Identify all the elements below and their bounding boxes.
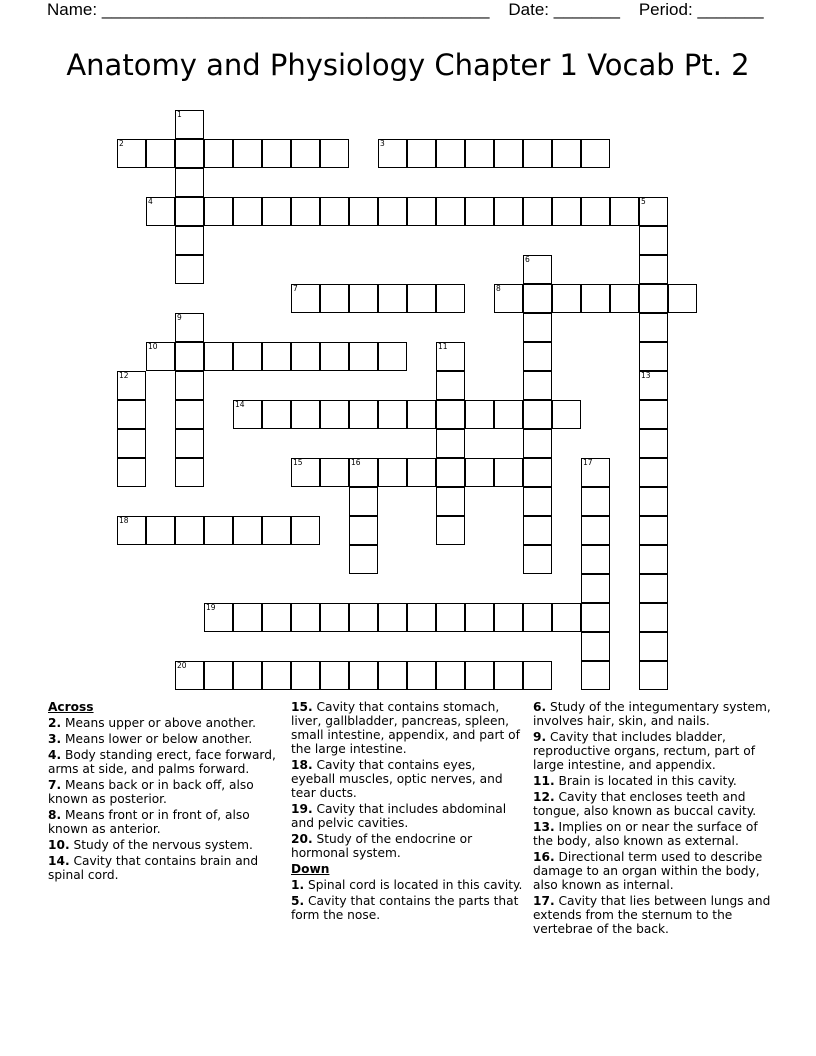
clue-text: Body standing erect, face forward, arms at side, and palms forward. [48, 748, 276, 776]
grid-cell[interactable] [610, 284, 639, 313]
clue-item [291, 878, 523, 892]
clue-number: 4 [148, 197, 153, 206]
grid-cell[interactable] [639, 632, 668, 661]
grid-cell[interactable] [639, 313, 668, 342]
grid-cell[interactable] [204, 603, 233, 632]
grid-cell[interactable] [407, 139, 436, 168]
grid-cell[interactable] [436, 197, 465, 226]
grid-cell[interactable] [349, 545, 378, 574]
grid-cell[interactable] [639, 255, 668, 284]
period-blank[interactable]: _______ [697, 0, 764, 19]
grid-cell[interactable] [552, 197, 581, 226]
date-blank[interactable]: _______ [553, 0, 620, 19]
grid-cell[interactable] [262, 139, 291, 168]
clue-text: Means lower or below another. [65, 732, 253, 746]
grid-cell[interactable] [349, 342, 378, 371]
grid-cell[interactable] [436, 342, 465, 371]
grid-cell[interactable] [262, 197, 291, 226]
clue-text: Means back or in back off, also known as posterior. [48, 778, 254, 806]
clue-number: 1 [177, 110, 182, 119]
grid-cell[interactable] [291, 139, 320, 168]
clue-number: 8 [496, 284, 501, 293]
grid-cell[interactable] [436, 400, 465, 429]
clues-column-3 [533, 700, 773, 938]
grid-cell[interactable] [523, 371, 552, 400]
grid-cell[interactable] [581, 661, 610, 690]
grid-cell[interactable] [175, 342, 204, 371]
clue-text: Study of the nervous system. [73, 838, 253, 852]
grid-cell[interactable] [581, 458, 610, 487]
period-label: Period: [638, 0, 693, 19]
grid-cell[interactable] [523, 603, 552, 632]
grid-cell[interactable] [262, 661, 291, 690]
grid-cell[interactable] [436, 603, 465, 632]
grid-cell[interactable] [581, 197, 610, 226]
grid-cell[interactable] [407, 197, 436, 226]
grid-cell[interactable] [552, 139, 581, 168]
grid-cell[interactable] [262, 516, 291, 545]
clue-number: 5 [641, 197, 646, 206]
clue-text: Cavity that contains stomach, liver, gallbladder, pancreas, spleen, small intestine, appendix, and part of the large intestine. [291, 700, 520, 756]
down-heading: Down [291, 862, 330, 876]
grid-cell[interactable] [639, 545, 668, 574]
grid-cell[interactable] [349, 516, 378, 545]
grid-cell[interactable] [233, 516, 262, 545]
grid-cell[interactable] [494, 139, 523, 168]
clue-number: 6 [525, 255, 530, 264]
grid-cell[interactable] [639, 371, 668, 400]
clue-item [48, 748, 280, 776]
grid-cell[interactable] [523, 487, 552, 516]
clue-num: 5. [291, 894, 305, 908]
across-clue-list [48, 716, 280, 882]
clue-num: 2. [48, 716, 62, 730]
clue-item [533, 700, 773, 728]
grid-cell[interactable] [262, 603, 291, 632]
clue-num: 15. [291, 700, 313, 714]
grid-cell[interactable] [407, 400, 436, 429]
grid-cell[interactable] [581, 487, 610, 516]
clue-number: 13 [641, 371, 651, 380]
clues-column-2 [291, 700, 523, 924]
grid-cell[interactable] [204, 197, 233, 226]
clue-text: Cavity that encloses teeth and tongue, also known as buccal cavity. [533, 790, 757, 818]
grid-cell[interactable] [146, 516, 175, 545]
grid-cell[interactable] [175, 226, 204, 255]
clue-num: 11. [533, 774, 555, 788]
grid-cell[interactable] [523, 458, 552, 487]
clue-text: Cavity that includes bladder, reproductive organs, rectum, part of large intestine, and appendix. [533, 730, 756, 772]
grid-cell[interactable] [465, 139, 494, 168]
grid-cell[interactable] [117, 371, 146, 400]
grid-cell[interactable] [233, 603, 262, 632]
grid-cell[interactable] [349, 197, 378, 226]
grid-cell[interactable] [552, 400, 581, 429]
grid-cell[interactable] [494, 603, 523, 632]
grid-cell[interactable] [523, 284, 552, 313]
grid-cell[interactable] [146, 197, 175, 226]
grid-cell[interactable] [407, 603, 436, 632]
grid-cell[interactable] [639, 458, 668, 487]
grid-cell[interactable] [581, 545, 610, 574]
grid-cell[interactable] [117, 516, 146, 545]
clue-num: 16. [533, 850, 555, 864]
clue-number: 2 [119, 139, 124, 148]
clue-number: 11 [438, 342, 448, 351]
clue-num: 3. [48, 732, 62, 746]
clue-text: Brain is located in this cavity. [558, 774, 737, 788]
grid-cell[interactable] [639, 603, 668, 632]
grid-cell[interactable] [233, 661, 262, 690]
clue-num: 19. [291, 802, 313, 816]
grid-cell[interactable] [175, 197, 204, 226]
clue-number: 14 [235, 400, 245, 409]
grid-cell[interactable] [494, 458, 523, 487]
grid-cell[interactable] [523, 429, 552, 458]
clue-number: 18 [119, 516, 129, 525]
clue-item [533, 790, 773, 818]
grid-cell[interactable] [175, 110, 204, 139]
grid-cell[interactable] [436, 487, 465, 516]
grid-cell[interactable] [639, 574, 668, 603]
grid-cell[interactable] [639, 342, 668, 371]
grid-cell[interactable] [523, 139, 552, 168]
clue-item [48, 854, 280, 882]
grid-cell[interactable] [175, 429, 204, 458]
grid-cell[interactable] [291, 603, 320, 632]
clue-text: Cavity that contains eyes, eyeball muscles, optic nerves, and tear ducts. [291, 758, 503, 800]
grid-cell[interactable] [523, 342, 552, 371]
down-clue-list [291, 878, 523, 922]
clue-item [291, 758, 523, 800]
grid-cell[interactable] [465, 661, 494, 690]
clue-text: Cavity that contains the parts that form the nose. [291, 894, 519, 922]
grid-cell[interactable] [378, 603, 407, 632]
grid-cell[interactable] [465, 400, 494, 429]
grid-cell[interactable] [494, 197, 523, 226]
clue-number: 15 [293, 458, 303, 467]
clue-num: 7. [48, 778, 62, 792]
clue-text: Cavity that contains brain and spinal cord. [48, 854, 259, 882]
grid-cell[interactable] [494, 284, 523, 313]
grid-cell[interactable] [465, 458, 494, 487]
clues-column-1 [48, 700, 280, 884]
grid-cell[interactable] [204, 661, 233, 690]
grid-cell[interactable] [349, 458, 378, 487]
clue-num: 10. [48, 838, 70, 852]
clue-num: 20. [291, 832, 313, 846]
grid-cell[interactable] [523, 255, 552, 284]
clue-num: 8. [48, 808, 62, 822]
grid-cell[interactable] [117, 139, 146, 168]
grid-cell[interactable] [639, 284, 668, 313]
grid-cell[interactable] [436, 458, 465, 487]
clue-num: 12. [533, 790, 555, 804]
grid-cell[interactable] [523, 400, 552, 429]
clue-text: Study of the integumentary system, involves hair, skin, and nails. [533, 700, 771, 728]
grid-cell[interactable] [523, 197, 552, 226]
grid-cell[interactable] [175, 516, 204, 545]
clue-item [533, 820, 773, 848]
grid-cell[interactable] [262, 400, 291, 429]
clue-item [533, 774, 773, 788]
clue-item [533, 894, 773, 936]
clue-number: 3 [380, 139, 385, 148]
clue-number: 16 [351, 458, 361, 467]
grid-cell[interactable] [233, 342, 262, 371]
page-title: Anatomy and Physiology Chapter 1 Vocab Pt. 2 [66, 48, 750, 82]
grid-cell[interactable] [175, 255, 204, 284]
grid-cell[interactable] [639, 197, 668, 226]
grid-cell[interactable] [117, 429, 146, 458]
grid-cell[interactable] [175, 400, 204, 429]
grid-cell[interactable] [320, 139, 349, 168]
grid-cell[interactable] [175, 168, 204, 197]
clue-item [291, 832, 523, 860]
grid-cell[interactable] [436, 429, 465, 458]
grid-cell[interactable] [320, 400, 349, 429]
grid-cell[interactable] [407, 458, 436, 487]
clue-text: Cavity that includes abdominal and pelvic cavities. [291, 802, 507, 830]
grid-cell[interactable] [581, 632, 610, 661]
clue-num: 18. [291, 758, 313, 772]
grid-cell[interactable] [378, 284, 407, 313]
grid-cell[interactable] [465, 603, 494, 632]
clue-num: 17. [533, 894, 555, 908]
grid-cell[interactable] [378, 342, 407, 371]
grid-cell[interactable] [668, 284, 697, 313]
grid-cell[interactable] [349, 487, 378, 516]
grid-cell[interactable] [175, 139, 204, 168]
grid-cell[interactable] [639, 487, 668, 516]
grid-cell[interactable] [581, 284, 610, 313]
down-clue-list-continued [533, 700, 773, 936]
grid-cell[interactable] [494, 400, 523, 429]
date-label: Date: [508, 0, 549, 19]
grid-cell[interactable] [117, 400, 146, 429]
grid-cell[interactable] [204, 342, 233, 371]
grid-cell[interactable] [610, 197, 639, 226]
clue-item [48, 838, 280, 852]
clue-text: Implies on or near the surface of the body, also known as external. [533, 820, 758, 848]
grid-cell[interactable] [581, 139, 610, 168]
grid-cell[interactable] [175, 458, 204, 487]
grid-cell[interactable] [552, 284, 581, 313]
clue-num: 4. [48, 748, 62, 762]
grid-cell[interactable] [146, 139, 175, 168]
grid-cell[interactable] [494, 661, 523, 690]
clue-number: 7 [293, 284, 298, 293]
grid-cell[interactable] [581, 603, 610, 632]
clue-item [291, 700, 523, 756]
across-clue-list-continued [291, 700, 523, 860]
clue-text: Cavity that lies between lungs and extends from the sternum to the vertebrae of the back. [533, 894, 771, 936]
grid-cell[interactable] [233, 139, 262, 168]
grid-cell[interactable] [320, 458, 349, 487]
clue-text: Directional term used to describe damage to an organ within the body, also known as internal. [533, 850, 763, 892]
grid-cell[interactable] [320, 661, 349, 690]
grid-cell[interactable] [436, 371, 465, 400]
grid-cell[interactable] [523, 545, 552, 574]
grid-cell[interactable] [291, 458, 320, 487]
grid-cell[interactable] [291, 400, 320, 429]
grid-cell[interactable] [349, 603, 378, 632]
clue-text: Means front or in front of, also known as anterior. [48, 808, 250, 836]
grid-cell[interactable] [349, 661, 378, 690]
clue-number: 17 [583, 458, 593, 467]
grid-cell[interactable] [291, 342, 320, 371]
grid-cell[interactable] [175, 313, 204, 342]
clue-num: 13. [533, 820, 555, 834]
grid-cell[interactable] [320, 603, 349, 632]
grid-cell[interactable] [204, 516, 233, 545]
grid-cell[interactable] [378, 139, 407, 168]
grid-cell[interactable] [581, 516, 610, 545]
grid-cell[interactable] [639, 400, 668, 429]
name-blank[interactable]: _________________________________________ [101, 0, 490, 19]
clue-number: 19 [206, 603, 216, 612]
clue-number: 12 [119, 371, 129, 380]
clue-text: Study of the endocrine or hormonal system. [291, 832, 473, 860]
grid-cell[interactable] [436, 139, 465, 168]
grid-cell[interactable] [262, 342, 291, 371]
grid-cell[interactable] [407, 661, 436, 690]
grid-cell[interactable] [175, 661, 204, 690]
clue-text: Means upper or above another. [65, 716, 257, 730]
grid-cell[interactable] [146, 342, 175, 371]
grid-cell[interactable] [320, 284, 349, 313]
grid-cell[interactable] [291, 284, 320, 313]
grid-cell[interactable] [523, 516, 552, 545]
clue-num: 9. [533, 730, 547, 744]
clue-num: 6. [533, 700, 547, 714]
clue-num: 1. [291, 878, 305, 892]
grid-cell[interactable] [175, 371, 204, 400]
grid-cell[interactable] [378, 661, 407, 690]
grid-cell[interactable] [204, 139, 233, 168]
grid-cell[interactable] [552, 603, 581, 632]
grid-cell[interactable] [291, 516, 320, 545]
grid-cell[interactable] [436, 661, 465, 690]
grid-cell[interactable] [378, 458, 407, 487]
clue-item [48, 732, 280, 746]
clue-item [48, 778, 280, 806]
grid-cell[interactable] [378, 400, 407, 429]
grid-cell[interactable] [523, 661, 552, 690]
clue-item [48, 808, 280, 836]
grid-cell[interactable] [349, 400, 378, 429]
clue-item [291, 802, 523, 830]
clue-number: 20 [177, 661, 187, 670]
grid-cell[interactable] [233, 400, 262, 429]
grid-cell[interactable] [320, 342, 349, 371]
grid-cell[interactable] [523, 313, 552, 342]
clue-number: 9 [177, 313, 182, 322]
grid-cell[interactable] [465, 197, 494, 226]
grid-cell[interactable] [291, 197, 320, 226]
grid-cell[interactable] [233, 197, 262, 226]
grid-cell[interactable] [639, 226, 668, 255]
clue-item [48, 716, 280, 730]
grid-cell[interactable] [639, 429, 668, 458]
clue-item [533, 730, 773, 772]
clue-text: Spinal cord is located in this cavity. [308, 878, 523, 892]
grid-cell[interactable] [407, 284, 436, 313]
clue-item [291, 894, 523, 922]
grid-cell[interactable] [436, 284, 465, 313]
clue-item [533, 850, 773, 892]
grid-cell[interactable] [378, 197, 407, 226]
grid-cell[interactable] [320, 197, 349, 226]
grid-cell[interactable] [581, 574, 610, 603]
grid-cell[interactable] [117, 458, 146, 487]
grid-cell[interactable] [639, 661, 668, 690]
grid-cell[interactable] [291, 661, 320, 690]
grid-cell[interactable] [349, 284, 378, 313]
name-label: Name: [47, 0, 98, 19]
grid-cell[interactable] [639, 516, 668, 545]
clue-num: 14. [48, 854, 70, 868]
grid-cell[interactable] [436, 516, 465, 545]
clue-number: 10 [148, 342, 158, 351]
across-heading: Across [48, 700, 94, 714]
